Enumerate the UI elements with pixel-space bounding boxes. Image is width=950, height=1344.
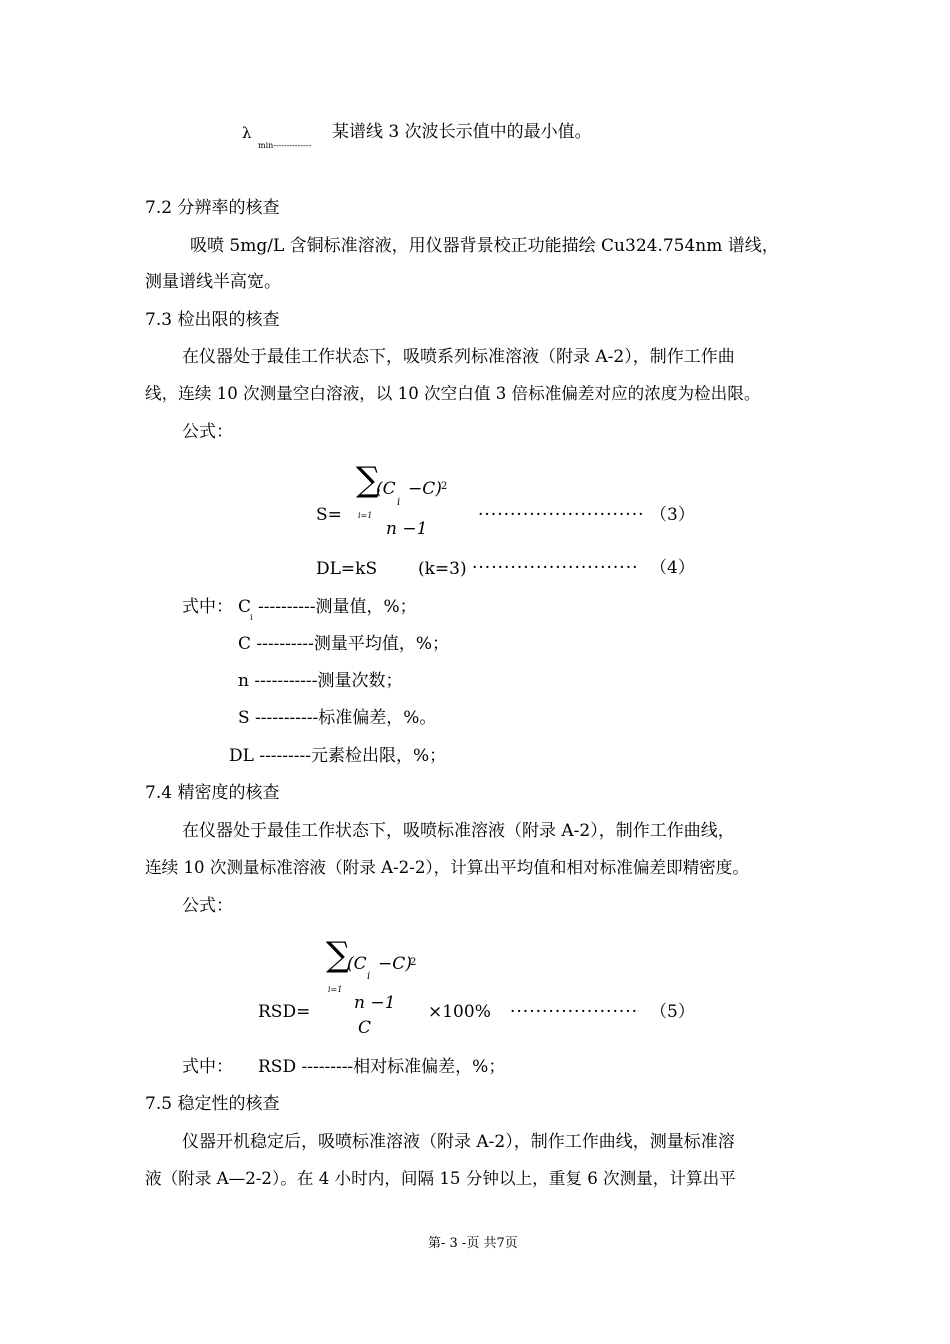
legend3-c-line: C ----------测量平均值，%； — [238, 634, 450, 654]
formula5-square: 2 — [410, 957, 417, 968]
formula4-number: （4） — [650, 558, 695, 578]
formula5-denominator: n −1 — [354, 993, 396, 1013]
section-7-2-line2: 测量谱线半高宽。 — [145, 272, 281, 292]
lambda-subscript: min-------------- — [258, 141, 312, 150]
section-7-3-line2: 线，连续 10 次测量空白溶液，以 10 次空白值 3 倍标准偏差对应的浓度为检出限。 — [145, 384, 761, 403]
formula5-subscript-i: i — [367, 971, 371, 982]
formula3-minus-c: −C) — [408, 479, 442, 499]
formula5-open: (C — [347, 954, 367, 974]
section-7-3-line1: 在仪器处于最佳工作状态下，吸喷系列标准溶液（附录 A-2），制作工作曲 — [182, 347, 735, 367]
formula3-number: （3） — [650, 505, 695, 525]
formula5-minus-c: −C) — [378, 954, 412, 974]
formula3-open: (C — [376, 479, 396, 499]
legend3-ci-subscript: i — [250, 613, 253, 622]
formula5-lower-limit: i=1 — [328, 985, 343, 994]
legend5-rsd-line: RSD ---------相对标准偏差，%； — [258, 1057, 506, 1077]
formula3-subscript-i: i — [397, 497, 401, 508]
section-7-2-heading: 7.2 分辨率的核查 — [145, 198, 280, 218]
legend3-dl-line: DL ---------元素检出限，%； — [229, 746, 447, 766]
section-7-4-heading: 7.4 精密度的核查 — [145, 783, 280, 803]
section-7-5-line2: 液（附录 A—2-2）。在 4 小时内，间隔 15 分钟以上，重复 6 次测量，计算出平 — [145, 1169, 736, 1188]
formula5-number: （5） — [650, 1002, 695, 1022]
lambda-description: 某谱线 3 次波长示值中的最小值。 — [332, 122, 592, 142]
formula4-k-value: (k=3) — [418, 559, 467, 579]
legend3-n-line: n -----------测量次数； — [238, 671, 403, 691]
legend3-ci-text: ----------测量值，%； — [258, 597, 417, 617]
legend3-ci-symbol: C — [238, 597, 252, 617]
section-7-3-heading: 7.3 检出限的核查 — [145, 310, 280, 330]
section-7-4-formula-label: 公式： — [182, 896, 233, 916]
formula5-lhs: RSD= — [258, 1002, 311, 1022]
lambda-symbol: λ — [242, 124, 252, 142]
legend5-prefix: 式中： — [182, 1057, 233, 1077]
page-footer: 第- 3 -页 共7页 — [428, 1236, 518, 1251]
section-7-4-line1: 在仪器处于最佳工作状态下，吸喷标准溶液（附录 A-2），制作工作曲线， — [182, 821, 735, 841]
section-7-2-line1: 吸喷 5mg/L 含铜标准溶液，用仪器背景校正功能描绘 Cu324.754nm 谱线， — [190, 236, 779, 256]
formula3-lower-limit: i=1 — [358, 511, 373, 520]
formula3-sigma: ∑ — [356, 460, 381, 500]
section-7-3-formula-label: 公式： — [182, 422, 233, 442]
formula5-sigma: ∑ — [326, 935, 351, 975]
formula3-lhs: S= — [316, 505, 342, 525]
section-7-5-line1: 仪器开机稳定后，吸喷标准溶液（附录 A-2），制作工作曲线，测量标准溶 — [182, 1132, 735, 1152]
formula3-square: 2 — [441, 481, 448, 492]
legend3-s-line: S -----------标准偏差，%。 — [238, 708, 437, 728]
section-7-4-line2: 连续 10 次测量标准溶液（附录 A-2-2），计算出平均值和相对标准偏差即精密度。 — [145, 858, 749, 877]
formula4-dots: ·························· — [472, 558, 639, 578]
formula4-expression: DL=kS — [316, 559, 378, 579]
formula5-mean-c: C — [358, 1018, 372, 1038]
formula5-times-100: ×100% — [428, 1002, 491, 1022]
section-7-5-heading: 7.5 稳定性的核查 — [145, 1094, 280, 1114]
formula3-denominator: n −1 — [386, 519, 428, 539]
legend3-prefix: 式中： — [182, 597, 233, 617]
formula5-dots: ···················· — [510, 1002, 639, 1022]
formula3-dots: ·························· — [478, 505, 645, 525]
